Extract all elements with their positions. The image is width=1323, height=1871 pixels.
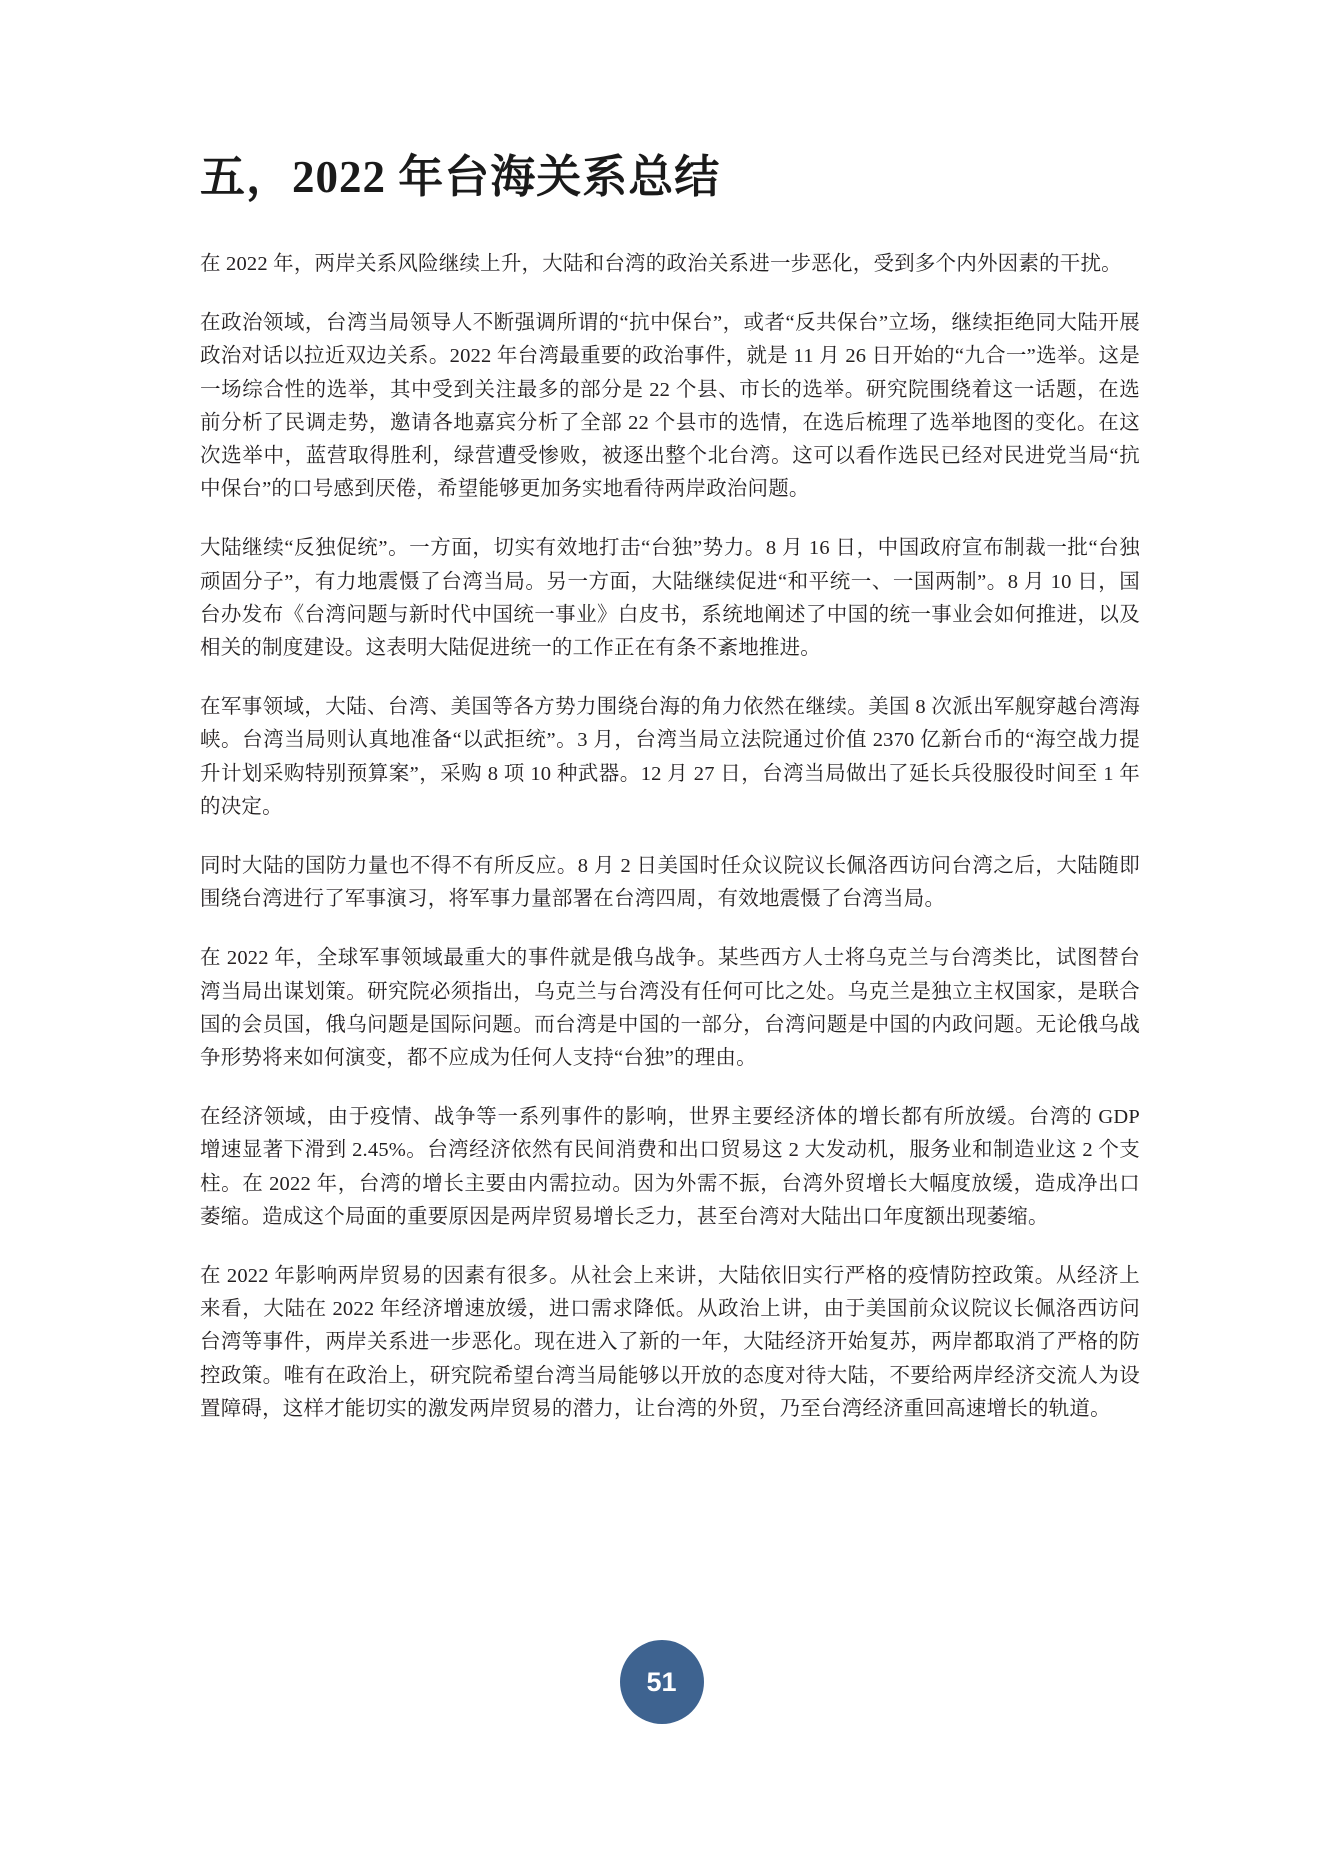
paragraph: 在军事领域，大陆、台湾、美国等各方势力围绕台海的角力依然在继续。美国 8 次派出军舰穿越台湾海峡。台湾当局则认真地准备“以武拒统”。3 月，台湾当局立法院通过价值 2370 亿新台币的“海空战力提升计划采购特别预算案”，采购 8 项 10 种武器。12 月 27 日，台湾当局做出了延长兵役服役时间至 1 年的决定。 [200,696,1140,818]
page-content [200,150,1140,1452]
paragraph: 大陆继续“反独促统”。一方面，切实有效地打击“台独”势力。8 月 16 日，中国政府宣布制裁一批“台独顽固分子”，有力地震慑了台湾当局。另一方面，大陆继续促进“和平统一、一国两制”。8 月 10 日，国台办发布《台湾问题与新时代中国统一事业》白皮书，系统地阐述了中国的统一事业会如何推进，以及相关的制度建设。这表明大陆促进统一的工作正在有条不紊地推进。 [200,537,1140,660]
page-title: 五，2022 年台海关系总结 [200,152,721,202]
paragraph: 在政治领域，台湾当局领导人不断强调所谓的“抗中保台”，或者“反共保台”立场，继续拒绝同大陆开展政治对话以拉近双边关系。2022 年台湾最重要的政治事件，就是 11 月 26 日开始的“九合一”选举。这是一场综合性的选举，其中受到关注最多的部分是 22 个县、市长的选举。研究院围绕着这一话题，在选前分析了民调走势，邀请各地嘉宾分析了全部 22 个县市的选情，在选后梳理了选举地图的变化。在这次选举中，蓝营取得胜利，绿营遭受惨败，被逐出整个北台湾。这可以看作选民已经对民进党当局“抗中保台”的口号感到厌倦，希望能够更加务实地看待两岸政治问题。 [200,312,1140,501]
paragraph: 在 2022 年，两岸关系风险继续上升，大陆和台湾的政治关系进一步恶化，受到多个内外因素的干扰。 [200,253,1122,275]
paragraph: 在经济领域，由于疫情、战争等一系列事件的影响，世界主要经济体的增长都有所放缓。台湾的 GDP 增速显著下滑到 2.45%。台湾经济依然有民间消费和出口贸易这 2 大发动机，服务业和制造业这 2 个支柱。在 2022 年，台湾的增长主要由内需拉动。因为外需不振，台湾外贸增长大幅度放缓，造成净出口萎缩。造成这个局面的重要原因是两岸贸易增长乏力，甚至台湾对大陆出口年度额出现萎缩。 [200,1106,1140,1228]
page-number-badge: 51 [620,1640,704,1724]
paragraph: 在 2022 年影响两岸贸易的因素有很多。从社会上来讲，大陆依旧实行严格的疫情防控政策。从经济上来看，大陆在 2022 年经济增速放缓，进口需求降低。从政治上讲，由于美国前众议院议长佩洛西访问台湾等事件，两岸关系进一步恶化。现在进入了新的一年，大陆经济开始复苏，两岸都取消了严格的防控政策。唯有在政治上，研究院希望台湾当局能够以开放的态度对待大陆，不要给两岸经济交流人为设置障碍，这样才能切实的激发两岸贸易的潜力，让台湾的外贸，乃至台湾经济重回高速增长的轨道。 [200,1265,1140,1420]
paragraph: 在 2022 年，全球军事领域最重大的事件就是俄乌战争。某些西方人士将乌克兰与台湾类比，试图替台湾当局出谋划策。研究院必须指出，乌克兰与台湾没有任何可比之处。乌克兰是独立主权国家，是联合国的会员国，俄乌问题是国际问题。而台湾是中国的一部分，台湾问题是中国的内政问题。无论俄乌战争形势将来如何演变，都不应成为任何人支持“台独”的理由。 [200,947,1140,1070]
paragraph: 同时大陆的国防力量也不得不有所反应。8 月 2 日美国时任众议院议长佩洛西访问台湾之后，大陆随即围绕台湾进行了军事演习，将军事力量部署在台湾四周，有效地震慑了台湾当局。 [200,855,1140,911]
page-number-container [0,1640,1323,1724]
